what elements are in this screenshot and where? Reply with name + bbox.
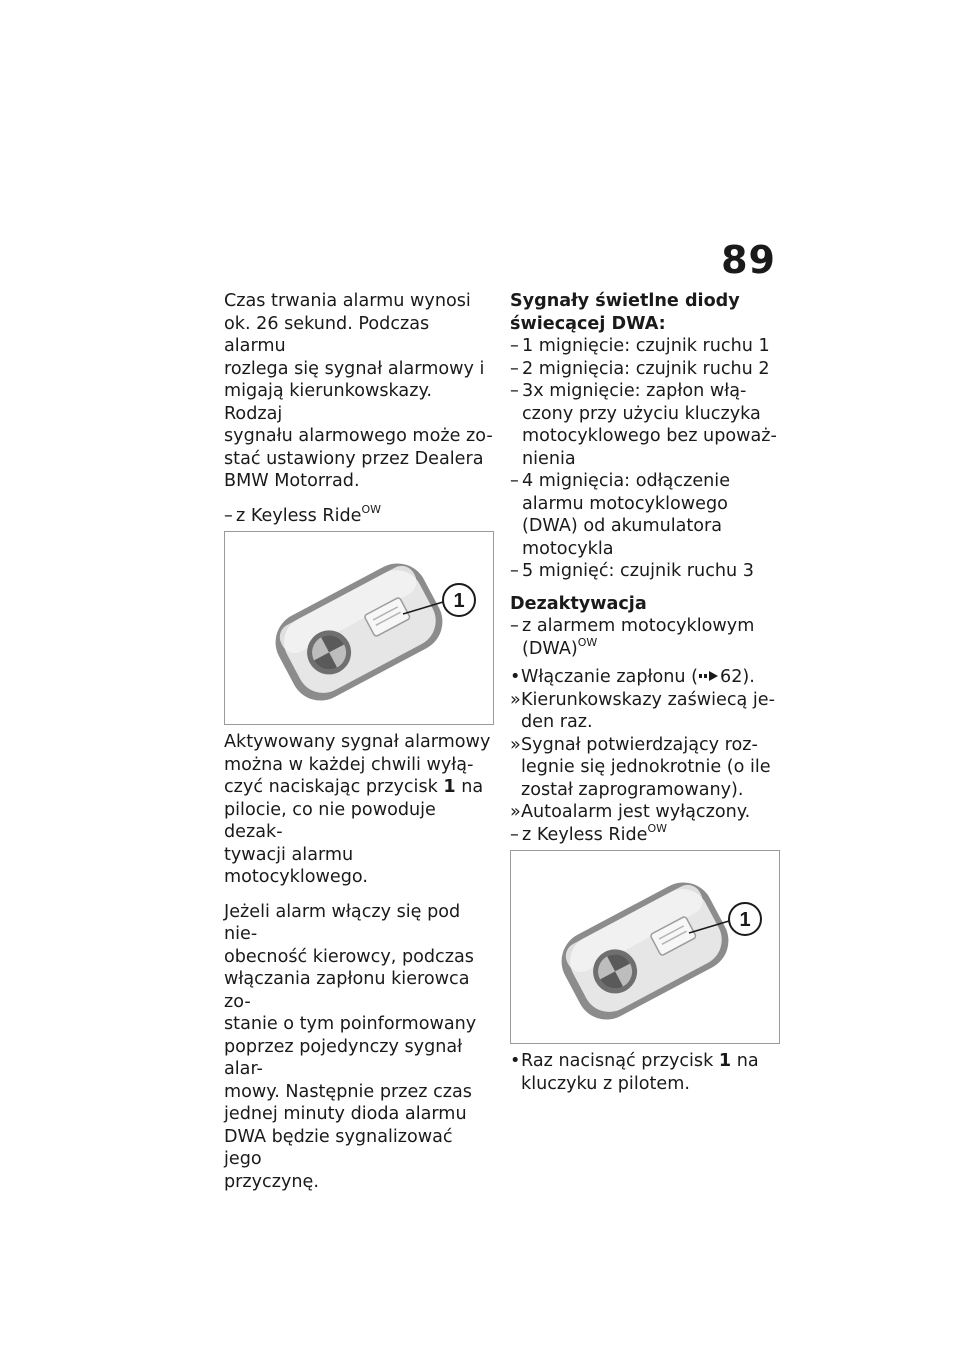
step-text: Włączanie zapłonu ( [521, 667, 699, 687]
text-line: stać ustawiony przez Dealera [224, 448, 484, 469]
ow-superscript: OW [577, 635, 598, 649]
callout-number: 1 [453, 590, 465, 612]
key-fob-illustration [511, 851, 779, 1043]
text-line: mowy. Następnie przez czas [224, 1081, 472, 1102]
text-line: poprzez pojedynczy sygnał alar- [224, 1036, 463, 1079]
text-line: Jeżeli alarm włączy się pod nie- [224, 901, 461, 944]
right-column [510, 290, 785, 1095]
dash-marker: – [510, 471, 519, 491]
result-text: legnie się jednokrotnie (o ile [521, 757, 771, 777]
text-line: włączania zapłonu kierowca zo- [224, 969, 470, 1012]
list-item [510, 470, 785, 560]
text-line: sygnału alarmowego może zo- [224, 426, 493, 446]
result-text: Autoalarm jest wyłączony. [521, 802, 751, 822]
text-line: tywacji alarmu motocyklowego. [224, 844, 368, 887]
dash-marker: – [510, 561, 519, 581]
list-item [510, 358, 785, 381]
page-reference-arrow-icon [698, 669, 720, 683]
dash-marker: – [510, 824, 519, 845]
list-item-text: 5 mignięć: czujnik ruchu 3 [522, 561, 754, 581]
result-text: den raz. [521, 712, 593, 732]
page-number: 89 [721, 238, 776, 282]
keyless-ride-option [510, 821, 785, 847]
deactivation-heading: Dezaktywacja [510, 593, 647, 614]
list-item [510, 380, 785, 470]
result-item [510, 734, 785, 802]
text-line: stanie o tym poinformowany [224, 1014, 477, 1034]
text-line: jednej minuty dioda alarmu [224, 1104, 467, 1124]
list-item-text: 3x mignięcie: zapłon włą- [522, 381, 747, 401]
text-line: Aktywowany sygnał alarmowy [224, 732, 491, 752]
keyless-ride-option [224, 502, 494, 528]
list-item [510, 560, 785, 583]
list-item-text: alarmu motocyklowego [522, 493, 728, 514]
dash-marker: – [510, 616, 519, 636]
result-item [510, 801, 785, 824]
alarm-option [510, 615, 785, 660]
list-item-text: 4 mignięcia: odłączenie [522, 471, 731, 491]
text-line: przyczynę. [224, 1171, 319, 1192]
bullet-marker: • [510, 1051, 521, 1071]
absent-driver-paragraph [224, 901, 494, 1194]
result-text: Sygnał potwierdzający roz- [521, 734, 758, 755]
signal-list [510, 335, 785, 583]
callout-number: 1 [739, 909, 751, 931]
button-reference: 1 [443, 777, 456, 797]
keyless-label: z Keyless Ride [522, 824, 648, 845]
ignition-step [510, 666, 785, 689]
left-column [224, 290, 494, 1205]
text-line: Czas trwania alarmu wynosi [224, 291, 471, 311]
list-item-text: (DWA) od akumulatora [522, 516, 723, 536]
list-item-text: 2 mignięcia: czujnik ruchu 2 [522, 358, 770, 379]
list-item-text: czony przy użyciu kluczyka [522, 403, 761, 424]
result-marker: » [510, 734, 521, 755]
key-fob-figure [224, 531, 494, 725]
text-line: BMW Motorrad. [224, 471, 360, 491]
step-text: kluczyku z pilotem. [521, 1073, 690, 1094]
text-line: DWA będzie sygnalizować jego [224, 1126, 453, 1169]
list-item-text: 1 mignięcie: czujnik ruchu 1 [522, 336, 770, 356]
text-line: obecność kierowcy, podczas [224, 946, 474, 967]
button-reference: 1 [718, 1051, 732, 1071]
keyless-label: z Keyless Ride [236, 505, 362, 526]
ow-superscript: OW [361, 502, 382, 516]
dash-marker: – [224, 505, 233, 526]
key-fob-figure [510, 850, 780, 1044]
list-item [510, 335, 785, 358]
result-text: Kierunkowskazy zaświecą je- [521, 689, 775, 710]
result-marker: » [510, 689, 521, 710]
result-item [510, 689, 785, 734]
step-text: Raz nacisnąć przycisk 1 na [521, 1051, 759, 1071]
press-button-step [510, 1050, 785, 1095]
text-line: czyć naciskając przycisk 1 na [224, 777, 484, 797]
dwa-signals-heading [510, 290, 785, 335]
dash-marker: – [510, 358, 519, 379]
list-item-text: motocykla [522, 538, 614, 559]
heading-line: Sygnały świetlne diody [510, 291, 740, 311]
text-line: migają kierunkowskazy. Rodzaj [224, 381, 432, 424]
list-item-text: motocyklowego bez upoważ- [522, 426, 777, 446]
deactivate-signal-paragraph [224, 731, 494, 889]
text-line: rozlega się sygnał alarmowy i [224, 358, 485, 379]
option-text: z alarmem motocyklowym [522, 616, 755, 636]
page-reference: 62). [720, 667, 755, 687]
dash-marker: – [510, 381, 519, 401]
bullet-marker: • [510, 667, 521, 687]
option-text: (DWA)$^{OW}$ [522, 635, 598, 659]
list-item-text: nienia [522, 448, 576, 469]
heading-line: świecącej DWA: [510, 313, 666, 334]
result-text: został zaprogramowany). [521, 779, 744, 800]
dash-marker: – [510, 336, 519, 356]
text-line: pilocie, co nie powoduje dezak- [224, 799, 436, 842]
key-fob-illustration [225, 532, 493, 724]
text-line: można w każdej chwili wyłą- [224, 754, 474, 775]
ow-superscript: OW [647, 821, 668, 835]
text-line: ok. 26 sekund. Podczas alarmu [224, 313, 430, 356]
result-marker: » [510, 802, 521, 822]
alarm-duration-paragraph [224, 290, 494, 493]
